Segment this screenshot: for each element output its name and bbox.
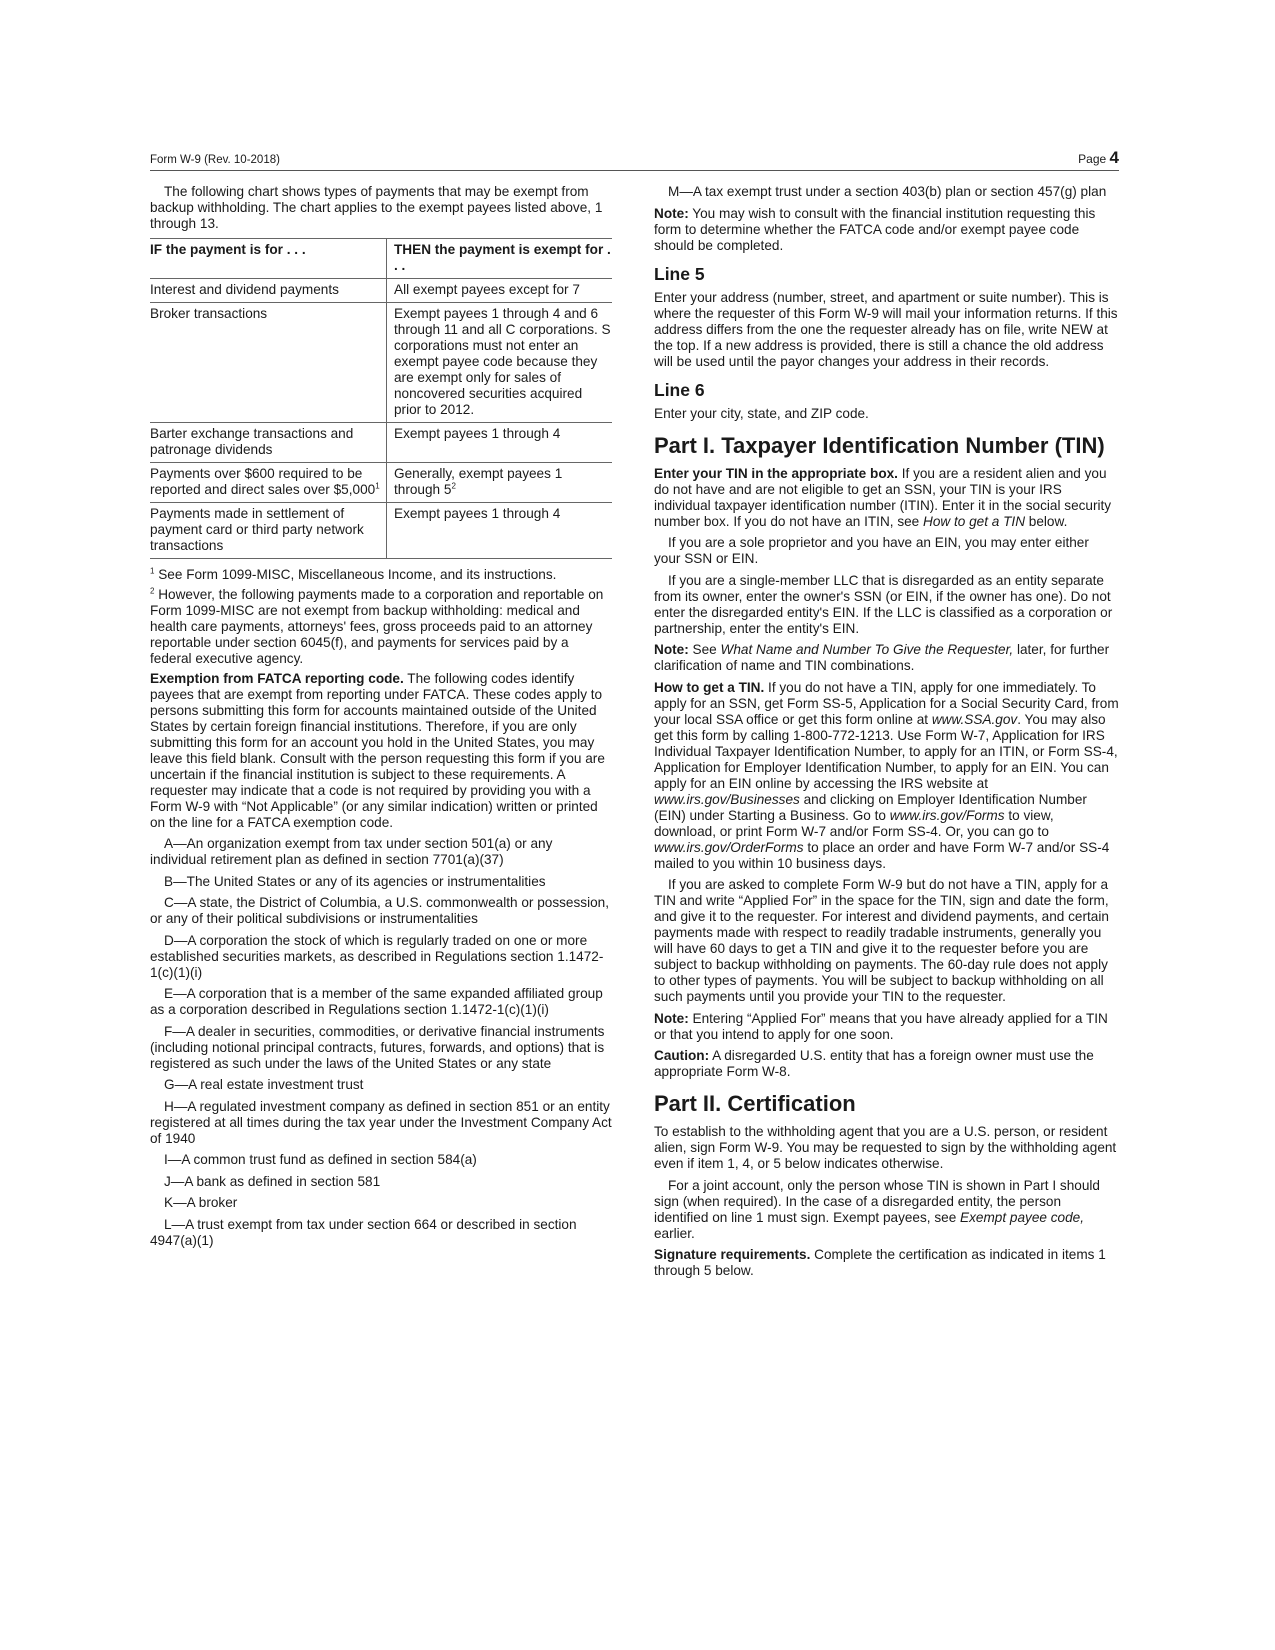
table-row xyxy=(150,502,612,558)
exempt-payments-chart xyxy=(150,238,612,559)
footnote-2: $^2$ However, the following payments made to a corporation and reportable on Form 1099-MISC are not exempt from backup withholding: medical and health care payments, attorneys' fees, gross proceeds paid to an attorney reportable under section 6045(f), and payments for services paid by a federal executive agency. xyxy=(150,585,604,666)
table-row xyxy=(150,278,612,302)
footnote-1: $^1$ See Form 1099-MISC, Miscellaneous Income, and its instructions. xyxy=(150,565,557,582)
line5-text: Enter your address (number, street, and apartment or suite number). This is where the requester of this Form W-9 will mail your information returns. If this address differs from the one the requester already has on file, write NEW at the top. If a new address is provided, there is still a chance the old address will be used until the payor changes your address in their records. xyxy=(654,289,1118,369)
table-row xyxy=(150,302,612,422)
fatca-heading: Exemption from FATCA reporting code. xyxy=(150,670,404,686)
fatca-code: E—A corporation that is a member of the same expanded affiliated group as a corporation described in Regulations section 1.1472-1(c)(1)(i) xyxy=(150,986,603,1017)
fatca-code: B—The United States or any of its agencies or instrumentalities xyxy=(164,873,546,889)
caution-paragraph: Caution: A disregarded U.S. entity that has a foreign owner must use the appropriate Form W-8. xyxy=(654,1048,1094,1079)
fatca-code: L—A trust exempt from tax under section 664 or described in section 4947(a)(1) xyxy=(150,1216,577,1248)
line6-heading: Line 6 xyxy=(654,379,705,400)
form-id: Form W-9 (Rev. 10-2018) xyxy=(150,154,280,166)
right-column xyxy=(654,184,1119,1285)
left-column xyxy=(150,184,612,1254)
note-name-number: Note: See What Name and Number To Give the Requester, later, for further clarification of name and TIN combinations. xyxy=(654,642,1110,673)
note-fatca: Note: You may wish to consult with the financial institution requesting this form to determine whether the FATCA code and/or exempt payee code should be completed. xyxy=(654,205,1096,253)
applied-for-paragraph: If you are asked to complete Form W-9 but do not have a TIN, apply for a TIN and write “Applied For” in the space for the TIN, sign and date the form, and give it to the requester. For interest and dividend payments, and certain payments made with respect to readily tradable instruments, generally you will have 60 days to get a TIN and give it to the requester before you are subject to backup withholding on payments. The 60-day rule does not apply to other types of payments. You will be subject to backup withholding on all such payments until you provide your TIN to the requester. xyxy=(654,877,1109,1004)
payment-type: Interest and dividend payments xyxy=(150,281,339,297)
tin-paragraph: Enter your TIN in the appropriate box. If you are a resident alien and you do not have and are not eligible to get an SSN, your TIN is your IRS individual taxpayer identification number (ITIN). Enter it in the social security number box. If you do not have an ITIN, see How to get a TIN below. xyxy=(654,465,1112,529)
line5-heading: Line 5 xyxy=(654,263,705,284)
fatca-code: J—A bank as defined in section 581 xyxy=(164,1173,381,1189)
fatca-code: D—A corporation the stock of which is regularly traded on one or more established securities markets, as described in Regulations section 1.1472-1(c)(1)(i) xyxy=(150,932,604,980)
exempt-payees: Generally, exempt payees 1 through $5^2$ xyxy=(387,462,613,502)
line6-text: Enter your city, state, and ZIP code. xyxy=(654,405,869,421)
ssa-link: www.SSA.gov xyxy=(931,711,1018,727)
fatca-code: I—A common trust fund as defined in section 584(a) xyxy=(164,1152,477,1167)
fatca-code: G—A real estate investment trust xyxy=(164,1077,364,1092)
exempt-payees: Exempt payees 1 through 4 xyxy=(387,502,613,558)
table-row xyxy=(150,462,612,502)
payment-type: Barter exchange transactions and patronage dividends xyxy=(150,425,354,457)
page-number: Page 4 xyxy=(1078,148,1119,167)
footnote-ref: 1 xyxy=(375,480,380,490)
how-to-get-tin: How to get a TIN. If you do not have a TIN, apply for one immediately. To apply for an SSN, get Form SS-5, Application for a Social Security Card, from your local SSA office or get this form online at www.SSA.gov. You may also get this form by calling 1-800-772-1213. Use Form W-7, Application for IRS Individual Taxpayer Identification Number, to apply for an ITIN, or Form SS-4, Application for Employer Identification Number, to apply for an EIN. You can apply for an EIN online by accessing the IRS website at www.irs.gov/Businesses and clicking on Employer Identification Number (EIN) under Starting a Business. Go to www.irs.gov/Forms to view, download, or print Form W-7 and/or Form SS-4. Or, you can go to www.irs.gov/OrderForms to place an order and have Form W-7 and/or SS-4 mailed to you within 10 business days. xyxy=(654,679,1119,871)
irs-businesses-link: www.irs.gov/Businesses xyxy=(654,791,800,807)
page-header xyxy=(150,148,1119,171)
chart-col1-header: IF the payment is for . . . xyxy=(150,241,306,257)
part2-heading: Part II. Certification xyxy=(654,1091,856,1116)
footnote-ref: 2 xyxy=(451,480,456,490)
chart-col2-header: THEN the payment is exempt for . . . xyxy=(387,238,613,278)
llc-paragraph: If you are a single-member LLC that is disregarded as an entity separate from its owner, enter the owner's SSN (or EIN, if the owner has one). Do not enter the disregarded entity's EIN. If the LLC is classified as a corporation or partnership, enter the entity's EIN. xyxy=(654,572,1113,636)
irs-forms-link: www.irs.gov/Forms xyxy=(889,807,1005,823)
table-row xyxy=(150,422,612,462)
signature-requirements: Signature requirements. Complete the certification as indicated in items 1 through 5 below. xyxy=(654,1247,1106,1278)
payment-type: Broker transactions xyxy=(150,305,268,321)
fatca-code: C—A state, the District of Columbia, a U.S. commonwealth or possession, or any of their political subdivisions or instrumentalities xyxy=(150,895,609,926)
fatca-code: A—An organization exempt from tax under section 501(a) or any individual retirement plan as defined in section 7701(a)(37) xyxy=(150,836,553,867)
payment-type: Payments over $600 required to be reported and direct sales over $5,000$^1$ xyxy=(150,465,380,497)
joint-account-paragraph: For a joint account, only the person whose TIN is shown in Part I should sign (when required). In the case of a disregarded entity, the person identified on line 1 must sign. Exempt payees, see Exempt payee code, earlier. xyxy=(654,1177,1100,1241)
exempt-payees: Exempt payees 1 through 4 xyxy=(387,422,613,462)
certification-paragraph: To establish to the withholding agent that you are a U.S. person, or resident alien, sign Form W-9. You may be requested to sign by the withholding agent even if item 1, 4, or 5 below indicates otherwise. xyxy=(654,1124,1117,1171)
exempt-payees: All exempt payees except for 7 xyxy=(387,278,613,302)
payment-type: Payments made in settlement of payment card or third party network transactions xyxy=(150,505,364,553)
exempt-payees: Exempt payees 1 through 4 and 6 through 11 and all C corporations. S corporations must not enter an exempt payee code because they are exempt only for sales of noncovered securities acquired prior to 2012. xyxy=(387,302,613,422)
fatca-paragraph: Exemption from FATCA reporting code. The following codes identify payees that are exempt from reporting under FATCA. These codes apply to persons submitting this form for accounts maintained outside of the United States by certain foreign financial institutions. Therefore, if you are only submitting this form for an account you hold in the United States, you may leave this field blank. Consult with the person requesting this form if you are uncertain if the financial institution is subject to these requirements. A requester may indicate that a code is not required by providing you with a Form W-9 with “Not Applicable” (or any similar indication) written or printed on the line for a FATCA exemption code. xyxy=(150,670,605,830)
fatca-code: F—A dealer in securities, commodities, or derivative financial instruments (including notional principal contracts, futures, forwards, and options) that is registered as such under the laws of the United States or any state xyxy=(150,1023,605,1071)
fatca-code-m: M—A tax exempt trust under a section 403(b) plan or section 457(g) plan xyxy=(668,184,1107,199)
fatca-code: H—A regulated investment company as defined in section 851 or an entity registered at all times during the tax year under the Investment Company Act of 1940 xyxy=(150,1098,612,1146)
note-applied-for: Note: Entering “Applied For” means that you have already applied for a TIN or that you intend to apply for one soon. xyxy=(654,1010,1108,1042)
fatca-code: K—A broker xyxy=(164,1195,238,1210)
chart-intro: The following chart shows types of payments that may be exempt from backup withholding. The chart applies to the exempt payees listed above, 1 through 13. xyxy=(150,184,603,231)
sole-proprietor-paragraph: If you are a sole proprietor and you have an EIN, you may enter either your SSN or EIN. xyxy=(654,535,1089,566)
part1-heading: Part I. Taxpayer Identification Number (TIN) xyxy=(654,432,1105,458)
chart-header-row xyxy=(150,238,612,278)
irs-orderforms-link: www.irs.gov/OrderForms xyxy=(654,839,804,855)
